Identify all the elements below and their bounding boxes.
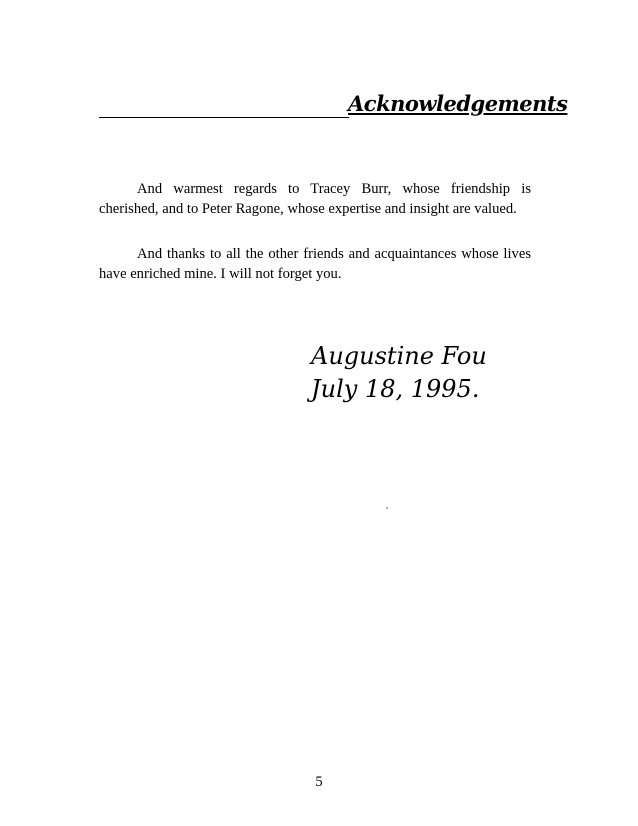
scan-speck xyxy=(386,507,388,509)
author-name: Augustine Fou xyxy=(311,342,487,370)
acknowledgement-paragraph: And warmest regards to Tracey Burr, whose friendship is cherished, and to Peter Ragone, whose expertise and insight are valued. xyxy=(99,181,531,217)
page-title: Acknowledgements xyxy=(348,91,568,116)
heading-rule xyxy=(99,117,349,118)
page-number: 5 xyxy=(315,774,323,790)
signature-date: July 18, 1995. xyxy=(311,375,480,403)
signature-block xyxy=(311,340,487,406)
acknowledgement-paragraph: And thanks to all the other friends and acquaintances whose lives have enriched mine. I will not forget you. xyxy=(99,246,531,282)
